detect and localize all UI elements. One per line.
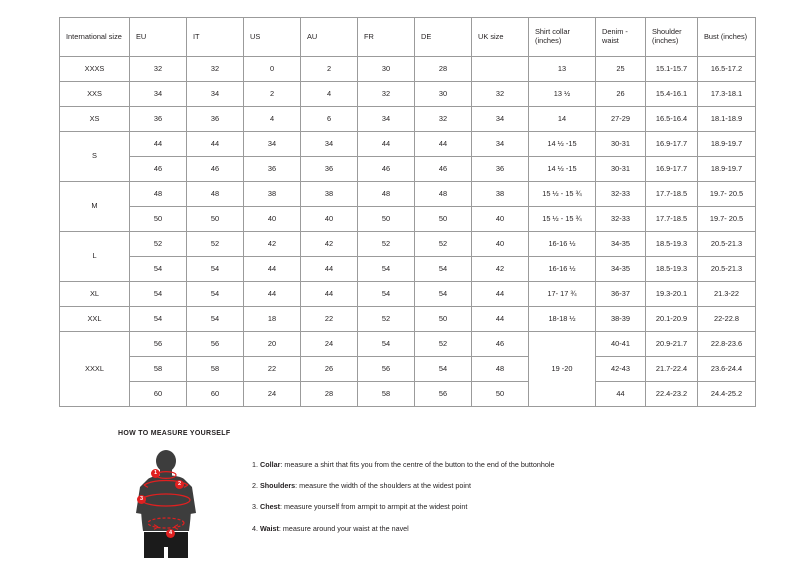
table-cell: 15.4-16.1 [646, 82, 698, 107]
table-cell: 22-22.8 [698, 307, 756, 332]
table-cell: 32 [415, 107, 472, 132]
table-cell: 22.8-23.6 [698, 332, 756, 357]
column-header-uk-size: UK size [472, 18, 529, 57]
table-cell: 38 [244, 182, 301, 207]
table-cell: 52 [358, 307, 415, 332]
table-cell: 44 [472, 282, 529, 307]
table-cell: 44 [472, 307, 529, 332]
table-cell: 54 [187, 307, 244, 332]
table-cell: 17.3-18.1 [698, 82, 756, 107]
table-cell: 2 [244, 82, 301, 107]
table-cell: 22 [244, 357, 301, 382]
cell-international-size: XXXS [60, 57, 130, 82]
table-cell: 52 [415, 232, 472, 257]
table-cell: 27-29 [596, 107, 646, 132]
table-cell: 54 [415, 282, 472, 307]
how-to-measure-title: HOW TO MEASURE YOURSELF [118, 430, 231, 437]
table-cell: 40-41 [596, 332, 646, 357]
table-row [60, 82, 756, 107]
table-cell: 22 [301, 307, 358, 332]
table-cell: 40 [244, 207, 301, 232]
size-table-body [60, 57, 756, 407]
table-cell: 44 [358, 132, 415, 157]
table-cell [472, 57, 529, 82]
table-row [60, 57, 756, 82]
table-cell: 58 [130, 357, 187, 382]
table-cell: 32 [187, 57, 244, 82]
table-cell: 34 [130, 82, 187, 107]
column-header-bust: Bust (inches) [698, 18, 756, 57]
badge-2-shoulders: 2 [175, 480, 184, 489]
size-table-container [59, 17, 748, 407]
table-cell: 38 [472, 182, 529, 207]
table-cell: 19.7- 20.5 [698, 182, 756, 207]
table-cell: 48 [187, 182, 244, 207]
table-cell: 44 [301, 282, 358, 307]
table-cell: 34 [358, 107, 415, 132]
table-cell: 38 [301, 182, 358, 207]
table-cell: 32 [358, 82, 415, 107]
table-cell: 14 ½ -15 [529, 157, 596, 182]
table-cell: 52 [415, 332, 472, 357]
table-cell: 52 [187, 232, 244, 257]
measure-item-text: : measure a shirt that fits you from the centre of the button to the end of the buttonhole [280, 460, 555, 469]
table-cell: 18.1-18.9 [698, 107, 756, 132]
column-header-au: AU [301, 18, 358, 57]
size-table-head [60, 18, 756, 57]
column-header-us: US [244, 18, 301, 57]
table-row [60, 207, 756, 232]
table-cell: 54 [187, 257, 244, 282]
table-cell: 25 [596, 57, 646, 82]
table-cell: 46 [187, 157, 244, 182]
table-cell: 44 [130, 132, 187, 157]
table-row [60, 232, 756, 257]
table-cell: 17- 17 ¾ [529, 282, 596, 307]
measure-item-label: Collar [260, 460, 281, 469]
table-cell: 52 [130, 232, 187, 257]
how-to-measure-body [118, 447, 718, 567]
table-cell: 26 [596, 82, 646, 107]
table-cell: 48 [358, 182, 415, 207]
measure-item-label: Shoulders [260, 481, 296, 491]
table-cell: 42 [301, 232, 358, 257]
table-cell: 54 [130, 282, 187, 307]
table-cell: 52 [358, 232, 415, 257]
table-cell: 60 [130, 382, 187, 407]
table-row [60, 357, 756, 382]
measure-item-text: : measure around your waist at the navel [278, 523, 409, 533]
table-cell: 24 [301, 332, 358, 357]
size-table [59, 17, 756, 407]
table-row [60, 307, 756, 332]
table-cell: 46 [415, 157, 472, 182]
table-cell: 24.4-25.2 [698, 382, 756, 407]
table-cell: 13 ½ [529, 82, 596, 107]
table-cell: 36 [472, 157, 529, 182]
table-cell: 16.9-17.7 [646, 157, 698, 182]
table-cell: 34 [472, 107, 529, 132]
cell-international-size: XS [60, 107, 130, 132]
table-cell: 14 [529, 107, 596, 132]
table-cell: 56 [130, 332, 187, 357]
table-cell: 24 [244, 382, 301, 407]
table-cell: 14 ½ -15 [529, 132, 596, 157]
cell-international-size: XXS [60, 82, 130, 107]
table-cell: 46 [130, 157, 187, 182]
badge-1-collar: 1 [151, 469, 160, 478]
column-header-it: IT [187, 18, 244, 57]
table-cell: 20.5-21.3 [698, 232, 756, 257]
table-cell: 19 -20 [529, 332, 596, 407]
table-cell: 40 [472, 232, 529, 257]
table-cell: 30-31 [596, 157, 646, 182]
table-cell: 34-35 [596, 257, 646, 282]
table-cell: 15.1-15.7 [646, 57, 698, 82]
table-cell: 50 [130, 207, 187, 232]
table-cell: 20.5-21.3 [698, 257, 756, 282]
table-row [60, 132, 756, 157]
table-cell: 2 [301, 57, 358, 82]
table-cell: 34 [472, 132, 529, 157]
table-cell: 44 [596, 382, 646, 407]
table-cell: 36 [130, 107, 187, 132]
table-header-row [60, 18, 756, 57]
table-cell: 54 [415, 257, 472, 282]
table-row [60, 107, 756, 132]
table-cell: 4 [301, 82, 358, 107]
table-cell: 58 [358, 382, 415, 407]
table-cell: 42-43 [596, 357, 646, 382]
measure-item-number: 1 [252, 460, 256, 469]
table-cell: 18 [244, 307, 301, 332]
table-cell: 36 [244, 157, 301, 182]
table-cell: 58 [187, 357, 244, 382]
table-cell: 19.7- 20.5 [698, 207, 756, 232]
measure-item-label: Waist [260, 523, 279, 533]
table-cell: 34 [187, 82, 244, 107]
table-cell: 34 [244, 132, 301, 157]
table-cell: 44 [187, 132, 244, 157]
table-cell: 6 [301, 107, 358, 132]
table-cell: 30 [415, 82, 472, 107]
cell-international-size: XXL [60, 307, 130, 332]
table-cell: 21.3-22 [698, 282, 756, 307]
table-cell: 36 [301, 157, 358, 182]
table-cell: 36-37 [596, 282, 646, 307]
column-header-shirt-collar: Shirt collar (inches) [529, 18, 596, 57]
table-cell: 17.7-18.5 [646, 182, 698, 207]
table-cell: 54 [130, 257, 187, 282]
table-cell: 32-33 [596, 207, 646, 232]
measure-item-text: : measure yourself from armpit to armpit at the widest point [279, 502, 468, 512]
measure-instruction-item: 2. Shoulders: measure the width of the shoulders at the widest point [252, 481, 471, 491]
measure-instruction-item: 3. Chest: measure yourself from armpit to armpit at the widest point [252, 502, 468, 512]
table-cell: 44 [301, 257, 358, 282]
table-cell: 22.4-23.2 [646, 382, 698, 407]
table-cell: 54 [187, 282, 244, 307]
table-cell: 18.9-19.7 [698, 132, 756, 157]
measure-instruction-item: 1. Collar: measure a shirt that fits you from the centre of the button to the end of the buttonhole [252, 460, 555, 469]
table-cell: 18-18 ½ [529, 307, 596, 332]
table-cell: 20.9-21.7 [646, 332, 698, 357]
table-row [60, 332, 756, 357]
table-cell: 42 [472, 257, 529, 282]
table-cell: 50 [472, 382, 529, 407]
table-cell: 15 ½ - 15 ¾ [529, 182, 596, 207]
table-cell: 40 [301, 207, 358, 232]
column-header-denim-waist: Denim - waist [596, 18, 646, 57]
table-cell: 18.5-19.3 [646, 232, 698, 257]
measure-item-number: 4 [252, 523, 256, 533]
table-cell: 16.5-17.2 [698, 57, 756, 82]
table-cell: 44 [244, 257, 301, 282]
column-header-fr: FR [358, 18, 415, 57]
table-row [60, 182, 756, 207]
table-cell: 30 [358, 57, 415, 82]
table-cell: 46 [358, 157, 415, 182]
badge-4-waist: 4 [166, 529, 175, 538]
table-cell: 17.7-18.5 [646, 207, 698, 232]
table-cell: 34 [301, 132, 358, 157]
table-cell: 44 [244, 282, 301, 307]
table-cell: 15 ½ - 15 ¾ [529, 207, 596, 232]
cell-international-size: XL [60, 282, 130, 307]
table-row [60, 157, 756, 182]
table-cell: 20.1-20.9 [646, 307, 698, 332]
measure-instructions-list [252, 461, 554, 546]
measure-instruction-item: 4. Waist: measure around your waist at the navel [252, 523, 409, 533]
column-header-de: DE [415, 18, 472, 57]
table-cell: 54 [358, 257, 415, 282]
cell-international-size: M [60, 182, 130, 232]
measure-item-text: : measure the width of the shoulders at the widest point [295, 481, 471, 491]
cell-international-size: XXXL [60, 332, 130, 407]
badge-3-chest: 3 [137, 495, 146, 504]
table-cell: 18.9-19.7 [698, 157, 756, 182]
column-header-international-size: International size [60, 18, 130, 57]
table-cell: 46 [472, 332, 529, 357]
table-cell: 50 [187, 207, 244, 232]
table-cell: 56 [358, 357, 415, 382]
table-cell: 44 [415, 132, 472, 157]
cell-international-size: S [60, 132, 130, 182]
table-row [60, 382, 756, 407]
table-cell: 54 [358, 332, 415, 357]
table-row [60, 257, 756, 282]
column-header-eu: EU [130, 18, 187, 57]
table-cell: 30-31 [596, 132, 646, 157]
body-figure [118, 447, 238, 567]
table-cell: 48 [130, 182, 187, 207]
table-cell: 28 [301, 382, 358, 407]
table-cell: 56 [415, 382, 472, 407]
table-cell: 50 [415, 207, 472, 232]
column-header-shoulder: Shoulder (inches) [646, 18, 698, 57]
table-cell: 28 [415, 57, 472, 82]
table-cell: 4 [244, 107, 301, 132]
body-diagram-icon [118, 447, 238, 567]
table-cell: 32 [472, 82, 529, 107]
table-cell: 54 [358, 282, 415, 307]
table-cell: 48 [415, 182, 472, 207]
table-cell: 20 [244, 332, 301, 357]
table-cell: 16-16 ½ [529, 257, 596, 282]
table-cell: 54 [415, 357, 472, 382]
table-cell: 38-39 [596, 307, 646, 332]
table-cell: 21.7-22.4 [646, 357, 698, 382]
measure-item-number: 3 [252, 502, 256, 512]
table-cell: 36 [187, 107, 244, 132]
table-cell: 56 [187, 332, 244, 357]
table-cell: 23.6-24.4 [698, 357, 756, 382]
table-cell: 32 [130, 57, 187, 82]
table-cell: 50 [358, 207, 415, 232]
table-cell: 0 [244, 57, 301, 82]
measure-item-label: Chest [260, 502, 280, 512]
table-cell: 50 [415, 307, 472, 332]
table-cell: 40 [472, 207, 529, 232]
table-cell: 48 [472, 357, 529, 382]
table-cell: 13 [529, 57, 596, 82]
measure-item-number: 2 [252, 481, 256, 491]
cell-international-size: L [60, 232, 130, 282]
table-cell: 16.5-16.4 [646, 107, 698, 132]
table-cell: 26 [301, 357, 358, 382]
table-cell: 42 [244, 232, 301, 257]
table-cell: 32-33 [596, 182, 646, 207]
table-cell: 34-35 [596, 232, 646, 257]
table-cell: 16.9-17.7 [646, 132, 698, 157]
table-row [60, 282, 756, 307]
how-to-measure-section [118, 430, 718, 567]
table-cell: 54 [130, 307, 187, 332]
table-cell: 60 [187, 382, 244, 407]
table-cell: 18.5-19.3 [646, 257, 698, 282]
table-cell: 16-16 ½ [529, 232, 596, 257]
table-cell: 19.3-20.1 [646, 282, 698, 307]
